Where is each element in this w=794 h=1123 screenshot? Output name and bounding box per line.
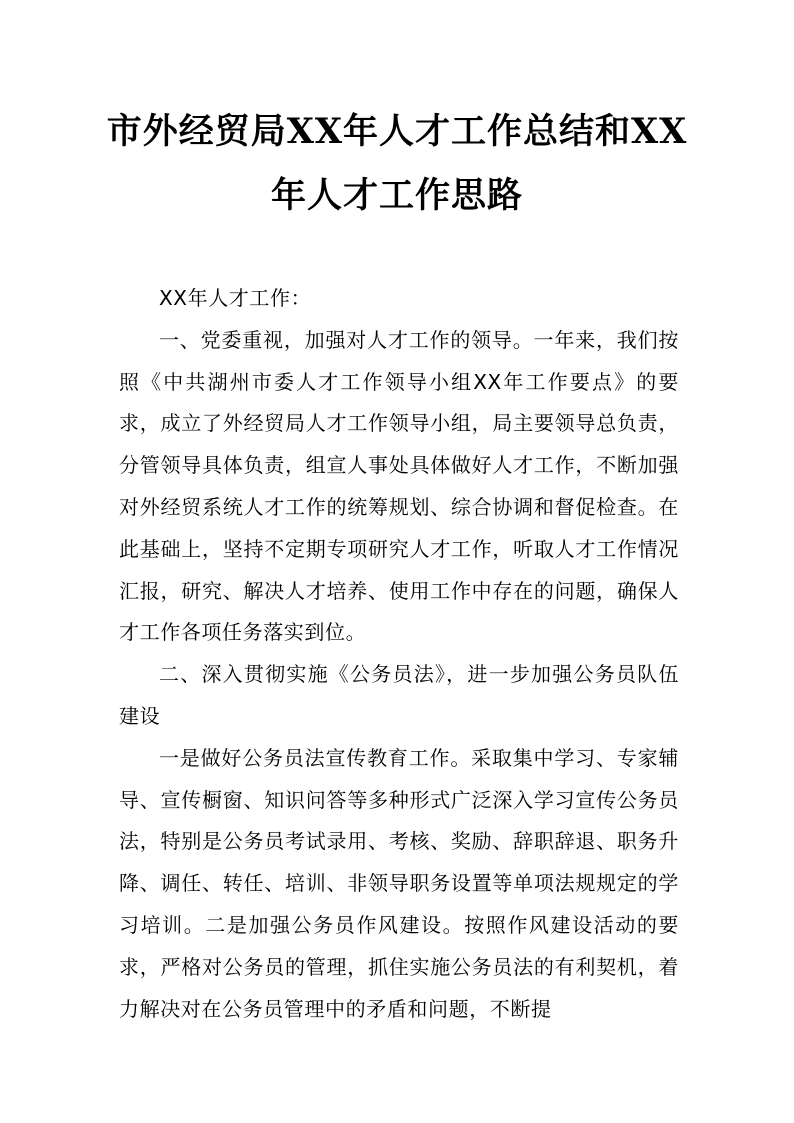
paragraph-section-2-heading: 二、深入贯彻实施《公务员法》，进一步加强公务员队伍建设 xyxy=(119,662,679,728)
document-body xyxy=(119,278,679,1030)
paragraph-section-2-body: 一是做好公务员法宣传教育工作。采取集中学习、专家辅导、宣传橱窗、知识问答等多种形式广泛深入学习宣传公务员法，特别是公务员考试录用、考核、奖励、辞职辞退、职务升降、调任、转任、培训、非领导职务设置等单项法规规定的学习培训。二是加强公务员作风建设。按照作风建设活动的要求，严格对公务员的管理，抓住实施公务员法的有利契机，着力解决对在公务员管理中的矛盾和问题，不断提 xyxy=(119,745,679,1021)
paragraph-section-1: 一、党委重视，加强对人才工作的领导。一年来，我们按照《中共湖州市委人才工作领导小组XX年工作要点》的要求，成立了外经贸局人才工作领导小组，局主要领导总负责，分管领导具体负责，组宣人事处具体做好人才工作，不断加强对外经贸系统人才工作的统筹规划、综合协调和督促检查。在此基础上，坚持不定期专项研究人才工作，听取人才工作情况汇报，研究、解决人才培养、使用工作中存在的问题，确保人才工作各项任务落实到位。 xyxy=(119,327,679,645)
document-title: 市外经贸局XX年人才工作总结和XX年人才工作思路 xyxy=(106,111,688,216)
paragraph-intro: XX年人才工作： xyxy=(159,286,312,310)
